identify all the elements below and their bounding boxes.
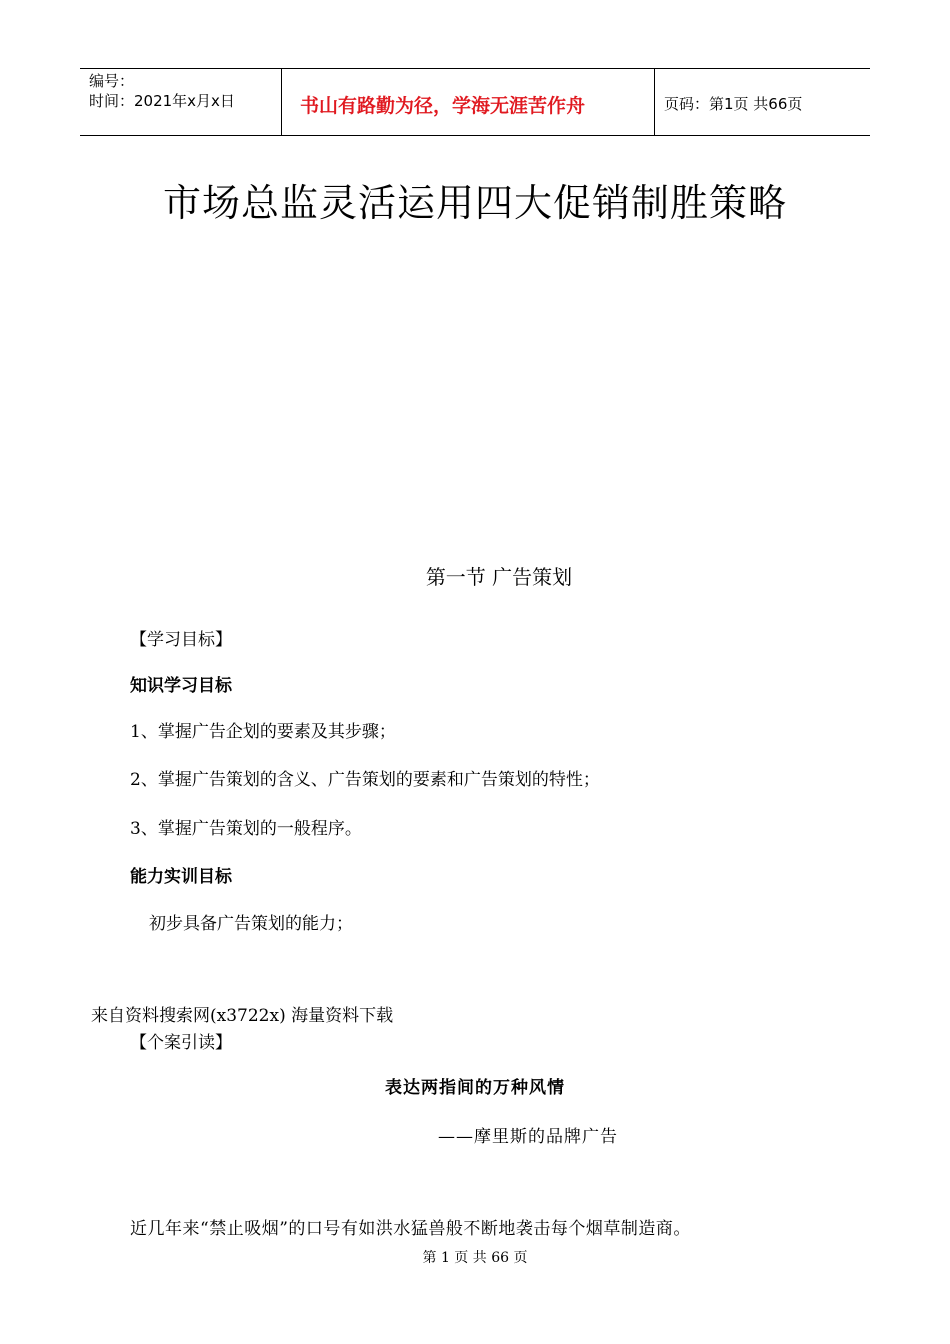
document-title: 市场总监灵活运用四大促销制胜策略 — [162, 181, 787, 225]
case-subtitle: ——摩里斯的品牌广告 — [438, 1127, 618, 1147]
header-number-label: 编号： — [89, 72, 135, 90]
goal-item-2: 2、掌握广告策划的含义、广告策划的要素和广告策划的特性； — [130, 770, 600, 790]
header-date: 时间：2021年x月x日 — [89, 92, 235, 110]
header-top-border — [80, 68, 870, 69]
page-footer: 第 1 页 共 66 页 — [422, 1250, 528, 1266]
goal-item-3: 3、掌握广告策划的一般程序。 — [130, 819, 362, 839]
goal-item-1: 1、掌握广告企划的要素及其步骤； — [130, 722, 396, 742]
source-note: 来自资料搜索网(x3722x) 海量资料下载 — [91, 1006, 394, 1026]
knowledge-goals-heading: 知识学习目标 — [130, 676, 232, 696]
ability-goals-text: 初步具备广告策划的能力； — [149, 914, 353, 934]
header-page-info: 页码：第1页 共66页 — [664, 95, 803, 113]
header-motto: 书山有路勤为径，学海无涯苦作舟 — [300, 95, 586, 117]
ability-goals-heading: 能力实训目标 — [130, 867, 232, 887]
header-bottom-border — [80, 135, 870, 136]
case-heading: 【个案引读】 — [130, 1033, 232, 1053]
body-paragraph: 近几年来“禁止吸烟”的口号有如洪水猛兽般不断地袭击每个烟草制造商。 — [130, 1219, 691, 1239]
learning-goals-heading: 【学习目标】 — [130, 630, 232, 650]
case-title: 表达两指间的万种风情 — [385, 1078, 565, 1098]
header-divider-right — [654, 68, 655, 135]
section-title: 第一节 广告策划 — [425, 565, 573, 589]
header-divider-left — [281, 68, 282, 135]
